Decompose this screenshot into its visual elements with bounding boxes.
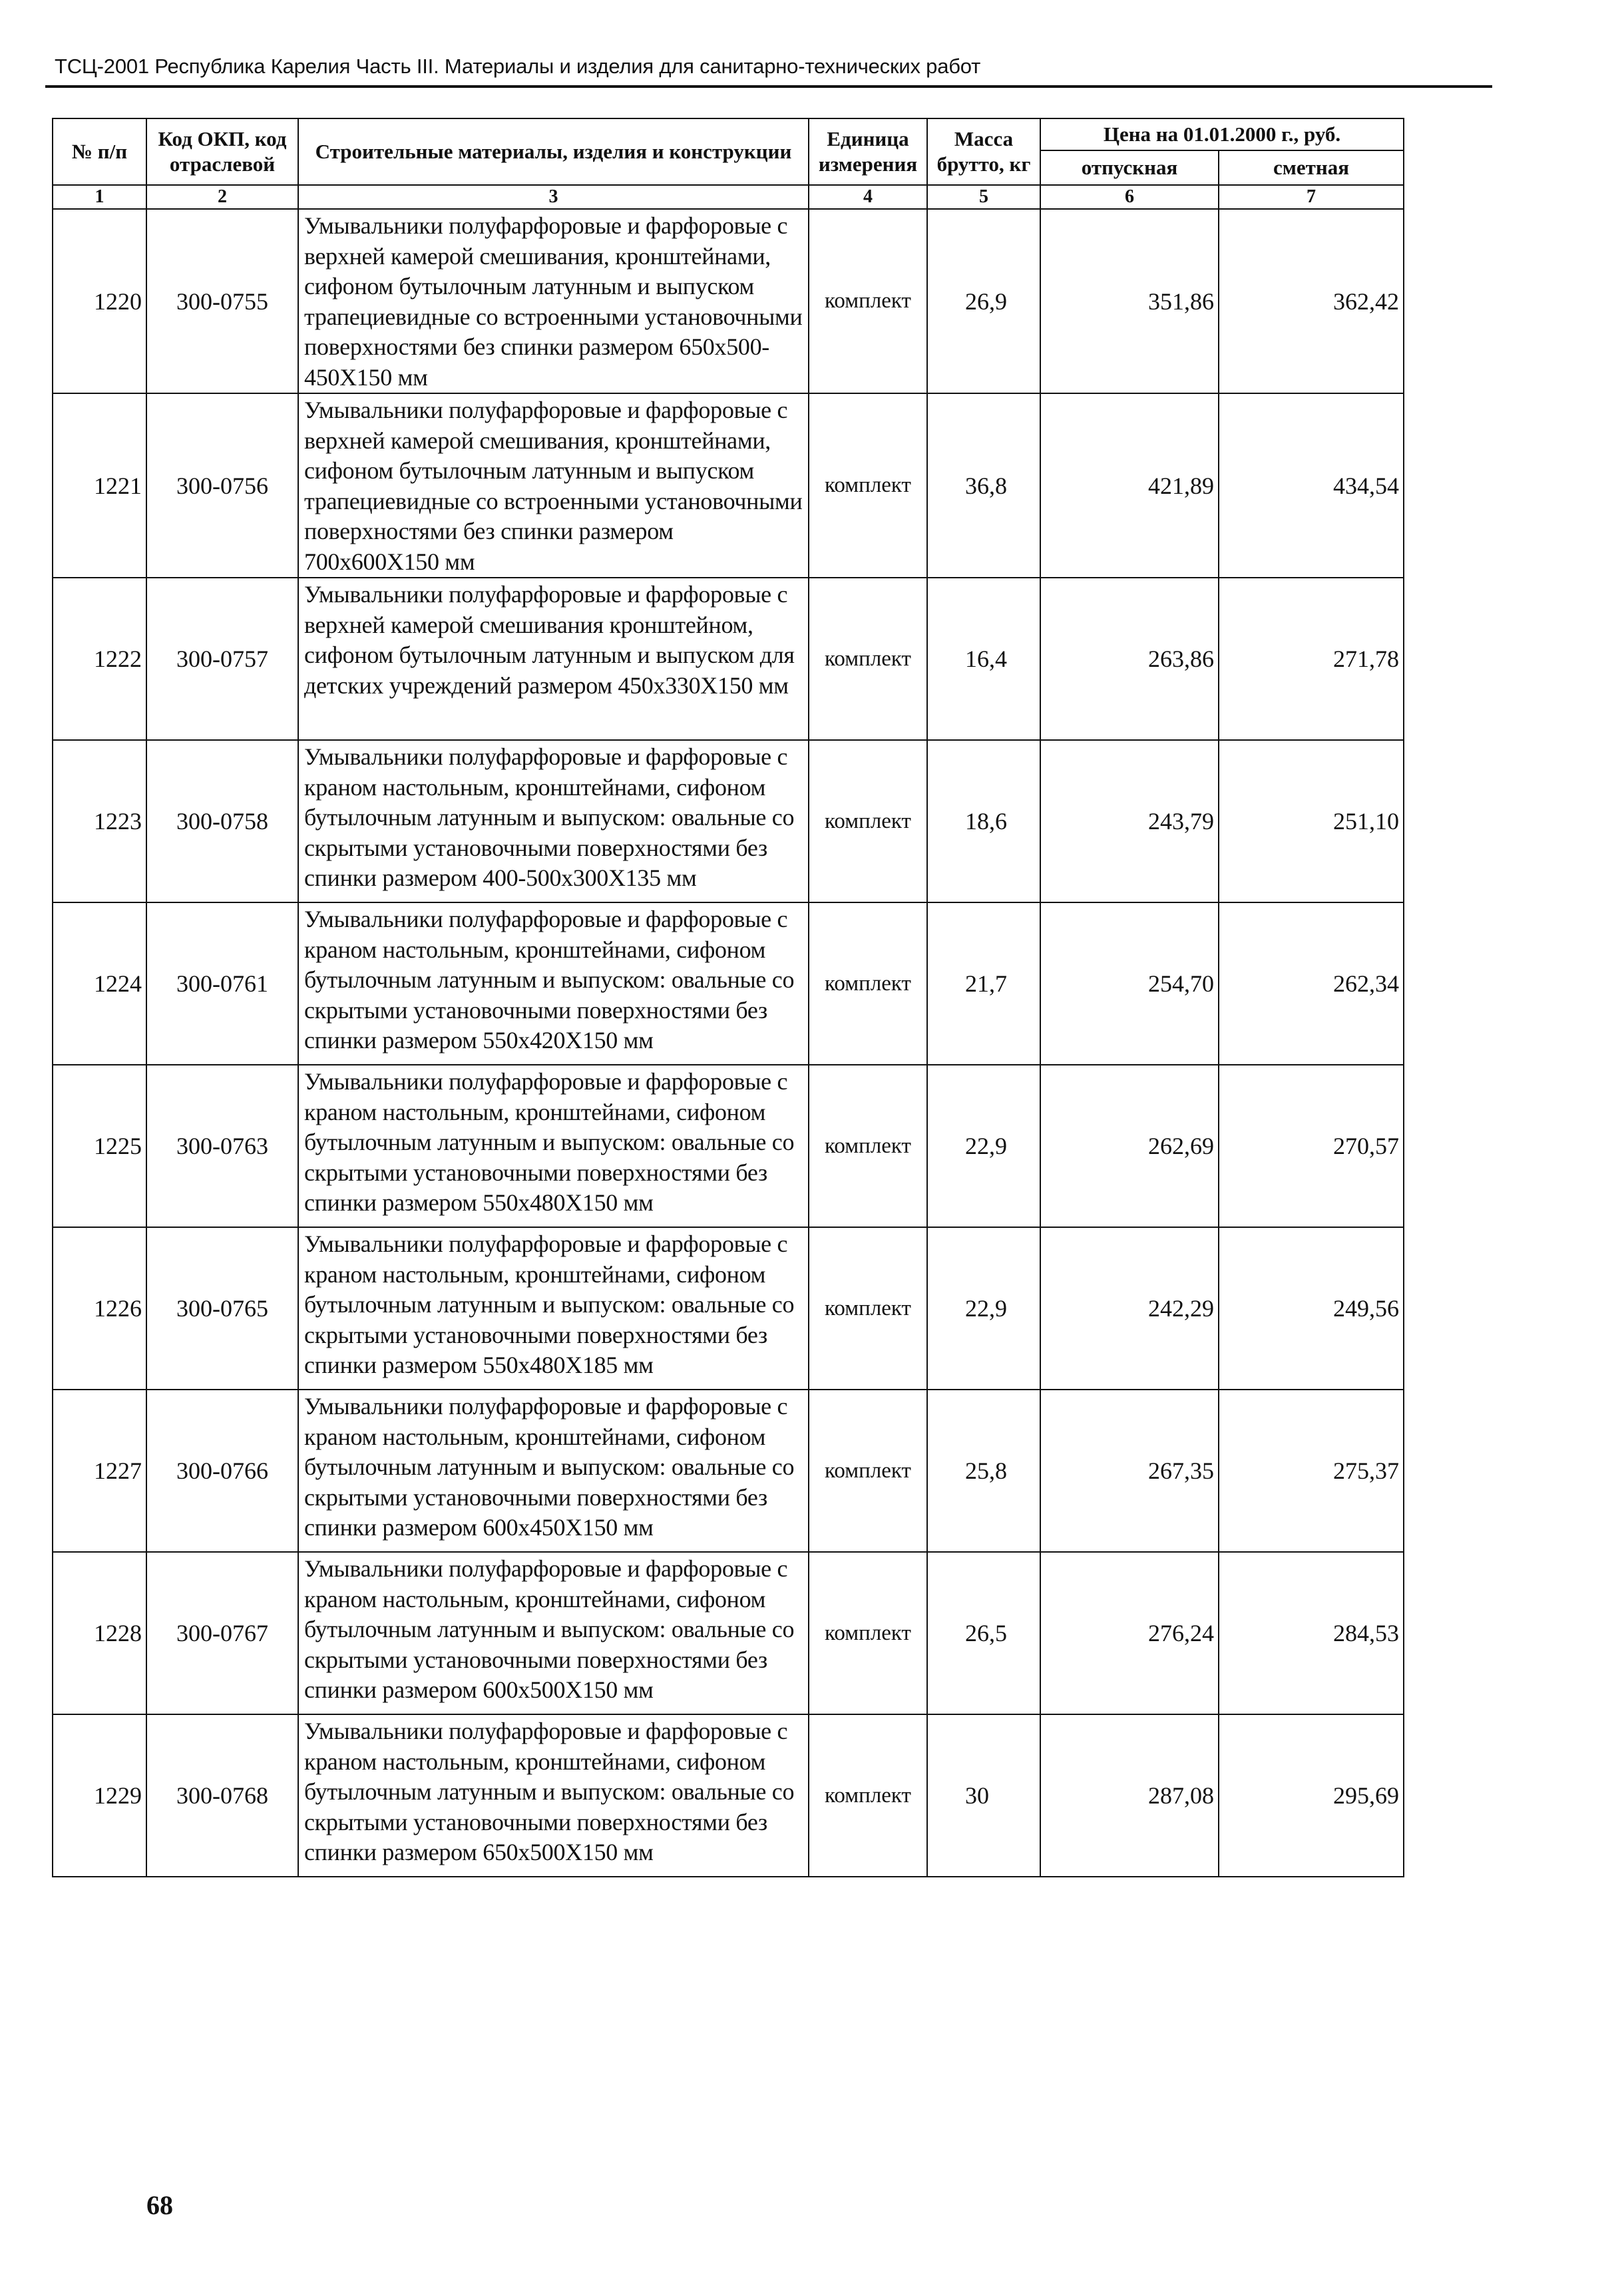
row-number: 1222 [53, 578, 146, 740]
header-rule [45, 85, 1492, 88]
price-estimate: 284,53 [1219, 1552, 1404, 1714]
material-description: Умывальники полуфарфоровые и фарфоровые с верхней камерой смешивания, кронштейнами, сифоном бутылочным латунным и выпуском трапециевидные со встроенными установочными поверхностями без спинки размером 700х600Х150 мм [298, 393, 809, 578]
table-row [53, 578, 1404, 740]
table-row [53, 1552, 1404, 1714]
price-release: 254,70 [1040, 902, 1219, 1065]
table-row [53, 393, 1404, 578]
row-number: 1220 [53, 209, 146, 393]
gross-mass: 21,7 [927, 902, 1040, 1065]
price-table [52, 118, 1404, 1877]
price-estimate: 434,54 [1219, 393, 1404, 578]
material-description: Умывальники полуфарфоровые и фарфоровые с краном настольным, кронштейнами, сифоном бутылочным латунным и выпуском: овальные со скрытыми установочными поверхностями без спинки размером 600х450Х150 мм [298, 1390, 809, 1552]
table-row [53, 1390, 1404, 1552]
gross-mass: 22,9 [927, 1065, 1040, 1227]
unit-of-measure: комплект [809, 578, 927, 740]
unit-of-measure: комплект [809, 902, 927, 1065]
unit-of-measure: комплект [809, 1390, 927, 1552]
material-description: Умывальники полуфарфоровые и фарфоровые с краном настольным, кронштейнами, сифоном бутылочным латунным и выпуском: овальные со скрытыми установочными поверхностями без спинки размером 550х480Х150 мм [298, 1065, 809, 1227]
okp-code: 300-0755 [146, 209, 298, 393]
row-number: 1228 [53, 1552, 146, 1714]
okp-code: 300-0767 [146, 1552, 298, 1714]
price-release: 242,29 [1040, 1227, 1219, 1390]
row-number: 1226 [53, 1227, 146, 1390]
material-description: Умывальники полуфарфоровые и фарфоровые с краном настольным, кронштейнами, сифоном бутылочным латунным и выпуском: овальные со скрытыми установочными поверхностями без спинки размером 550х420Х150 мм [298, 902, 809, 1065]
unit-of-measure: комплект [809, 1065, 927, 1227]
okp-code: 300-0756 [146, 393, 298, 578]
unit-of-measure: комплект [809, 1552, 927, 1714]
gross-mass: 22,9 [927, 1227, 1040, 1390]
material-description: Умывальники полуфарфоровые и фарфоровые с верхней камерой смешивания кронштейном, сифоном бутылочным латунным и выпуском для детских учреждений размером 450х330Х150 мм [298, 578, 809, 740]
price-release: 267,35 [1040, 1390, 1219, 1552]
okp-code: 300-0761 [146, 902, 298, 1065]
header-unit: Единица измерения [809, 118, 927, 185]
unit-of-measure: комплект [809, 1714, 927, 1877]
material-description: Умывальники полуфарфоровые и фарфоровые с краном настольным, кронштейнами, сифоном бутылочным латунным и выпуском: овальные со скрытыми установочными поверхностями без спинки размером 400-500х300Х135 мм [298, 740, 809, 902]
price-estimate: 362,42 [1219, 209, 1404, 393]
price-release: 243,79 [1040, 740, 1219, 902]
header-okp-code: Код ОКП, код отраслевой [146, 118, 298, 185]
gross-mass: 30 [927, 1714, 1040, 1877]
table-row [53, 740, 1404, 902]
okp-code: 300-0758 [146, 740, 298, 902]
gross-mass: 16,4 [927, 578, 1040, 740]
price-release: 276,24 [1040, 1552, 1219, 1714]
price-release: 287,08 [1040, 1714, 1219, 1877]
row-number: 1227 [53, 1390, 146, 1552]
header-price-estimate: сметная [1219, 150, 1404, 185]
column-number: 6 [1040, 185, 1219, 209]
table-row [53, 1714, 1404, 1877]
unit-of-measure: комплект [809, 393, 927, 578]
unit-of-measure: комплект [809, 1227, 927, 1390]
running-head: ТСЦ-2001 Республика Карелия Часть III. Материалы и изделия для санитарно-технических работ [55, 55, 981, 78]
row-number: 1225 [53, 1065, 146, 1227]
column-number: 7 [1219, 185, 1404, 209]
column-number: 2 [146, 185, 298, 209]
gross-mass: 26,5 [927, 1552, 1040, 1714]
price-estimate: 262,34 [1219, 902, 1404, 1065]
material-description: Умывальники полуфарфоровые и фарфоровые с краном настольным, кронштейнами, сифоном бутылочным латунным и выпуском: овальные со скрытыми установочными поверхностями без спинки размером 650х500Х150 мм [298, 1714, 809, 1877]
price-release: 263,86 [1040, 578, 1219, 740]
column-number: 5 [927, 185, 1040, 209]
table-row [53, 209, 1404, 393]
price-estimate: 295,69 [1219, 1714, 1404, 1877]
price-release: 262,69 [1040, 1065, 1219, 1227]
okp-code: 300-0763 [146, 1065, 298, 1227]
price-release: 351,86 [1040, 209, 1219, 393]
okp-code: 300-0768 [146, 1714, 298, 1877]
price-estimate: 275,37 [1219, 1390, 1404, 1552]
table-row [53, 1227, 1404, 1390]
okp-code: 300-0766 [146, 1390, 298, 1552]
header-num: № п/п [53, 118, 146, 185]
header-price-group: Цена на 01.01.2000 г., руб. [1040, 118, 1404, 150]
column-number: 3 [298, 185, 809, 209]
table-row [53, 902, 1404, 1065]
gross-mass: 25,8 [927, 1390, 1040, 1552]
material-description: Умывальники полуфарфоровые и фарфоровые с верхней камерой смешивания, кронштейнами, сифоном бутылочным латунным и выпуском трапециевидные со встроенными установочными поверхностями без спинки размером 650х500-450Х150 мм [298, 209, 809, 393]
header-material: Строительные материалы, изделия и конструкции [298, 118, 809, 185]
unit-of-measure: комплект [809, 209, 927, 393]
table-row [53, 1065, 1404, 1227]
okp-code: 300-0765 [146, 1227, 298, 1390]
price-release: 421,89 [1040, 393, 1219, 578]
header-mass: Масса брутто, кг [927, 118, 1040, 185]
row-number: 1223 [53, 740, 146, 902]
price-estimate: 270,57 [1219, 1065, 1404, 1227]
column-number: 1 [53, 185, 146, 209]
gross-mass: 36,8 [927, 393, 1040, 578]
row-number: 1224 [53, 902, 146, 1065]
row-number: 1229 [53, 1714, 146, 1877]
column-number: 4 [809, 185, 927, 209]
header-price-release: отпускная [1040, 150, 1219, 185]
price-estimate: 249,56 [1219, 1227, 1404, 1390]
row-number: 1221 [53, 393, 146, 578]
gross-mass: 18,6 [927, 740, 1040, 902]
unit-of-measure: комплект [809, 740, 927, 902]
column-number-row [53, 185, 1404, 209]
price-estimate: 271,78 [1219, 578, 1404, 740]
okp-code: 300-0757 [146, 578, 298, 740]
page-number: 68 [146, 2190, 173, 2220]
material-description: Умывальники полуфарфоровые и фарфоровые с краном настольным, кронштейнами, сифоном бутылочным латунным и выпуском: овальные со скрытыми установочными поверхностями без спинки размером 600х500Х150 мм [298, 1552, 809, 1714]
gross-mass: 26,9 [927, 209, 1040, 393]
price-estimate: 251,10 [1219, 740, 1404, 902]
material-description: Умывальники полуфарфоровые и фарфоровые с краном настольным, кронштейнами, сифоном бутылочным латунным и выпуском: овальные со скрытыми установочными поверхностями без спинки размером 550х480Х185 мм [298, 1227, 809, 1390]
